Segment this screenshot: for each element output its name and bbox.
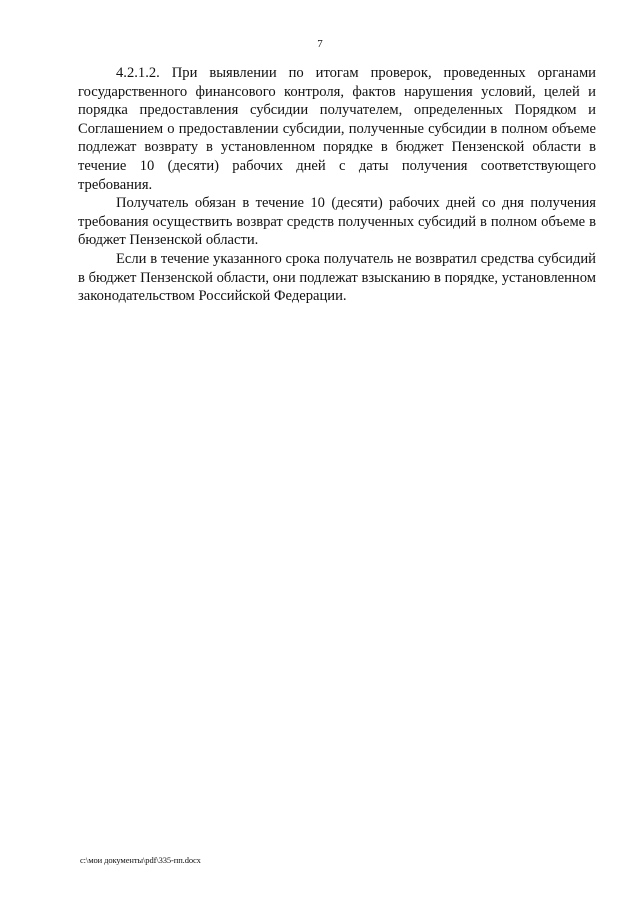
footer-file-path: c:\мои документы\pdf\335-пп.docx bbox=[80, 855, 201, 865]
paragraph-recipient-obligation: Получатель обязан в течение 10 (десяти) рабочих дней со дня получения требования осуществить возврат средств полученных субсидий в полном объеме в бюджет Пензенской области. bbox=[78, 195, 596, 249]
paragraph-clause-4-2-1-2: 4.2.1.2. При выявлении по итогам проверок, проведенных органами государственного финансового контроля, фактов нарушения условий, целей и порядка предоставления субсидии получателем, определенных Порядком и Соглашением о предоставлении субсидии, полученные субсидии в полном объеме подлежат возврату в установленном порядке в бюджет Пензенской области в течение 10 (десяти) рабочих дней с даты получения соответствующего требования. bbox=[78, 65, 596, 193]
page-number: 7 bbox=[317, 38, 323, 50]
document-body bbox=[78, 64, 596, 306]
paragraph-recovery-procedure: Если в течение указанного срока получатель не возвратил средства субсидий в бюджет Пензенской области, они подлежат взысканию в порядке, установленном законодательством Российской Федерации. bbox=[78, 250, 596, 305]
